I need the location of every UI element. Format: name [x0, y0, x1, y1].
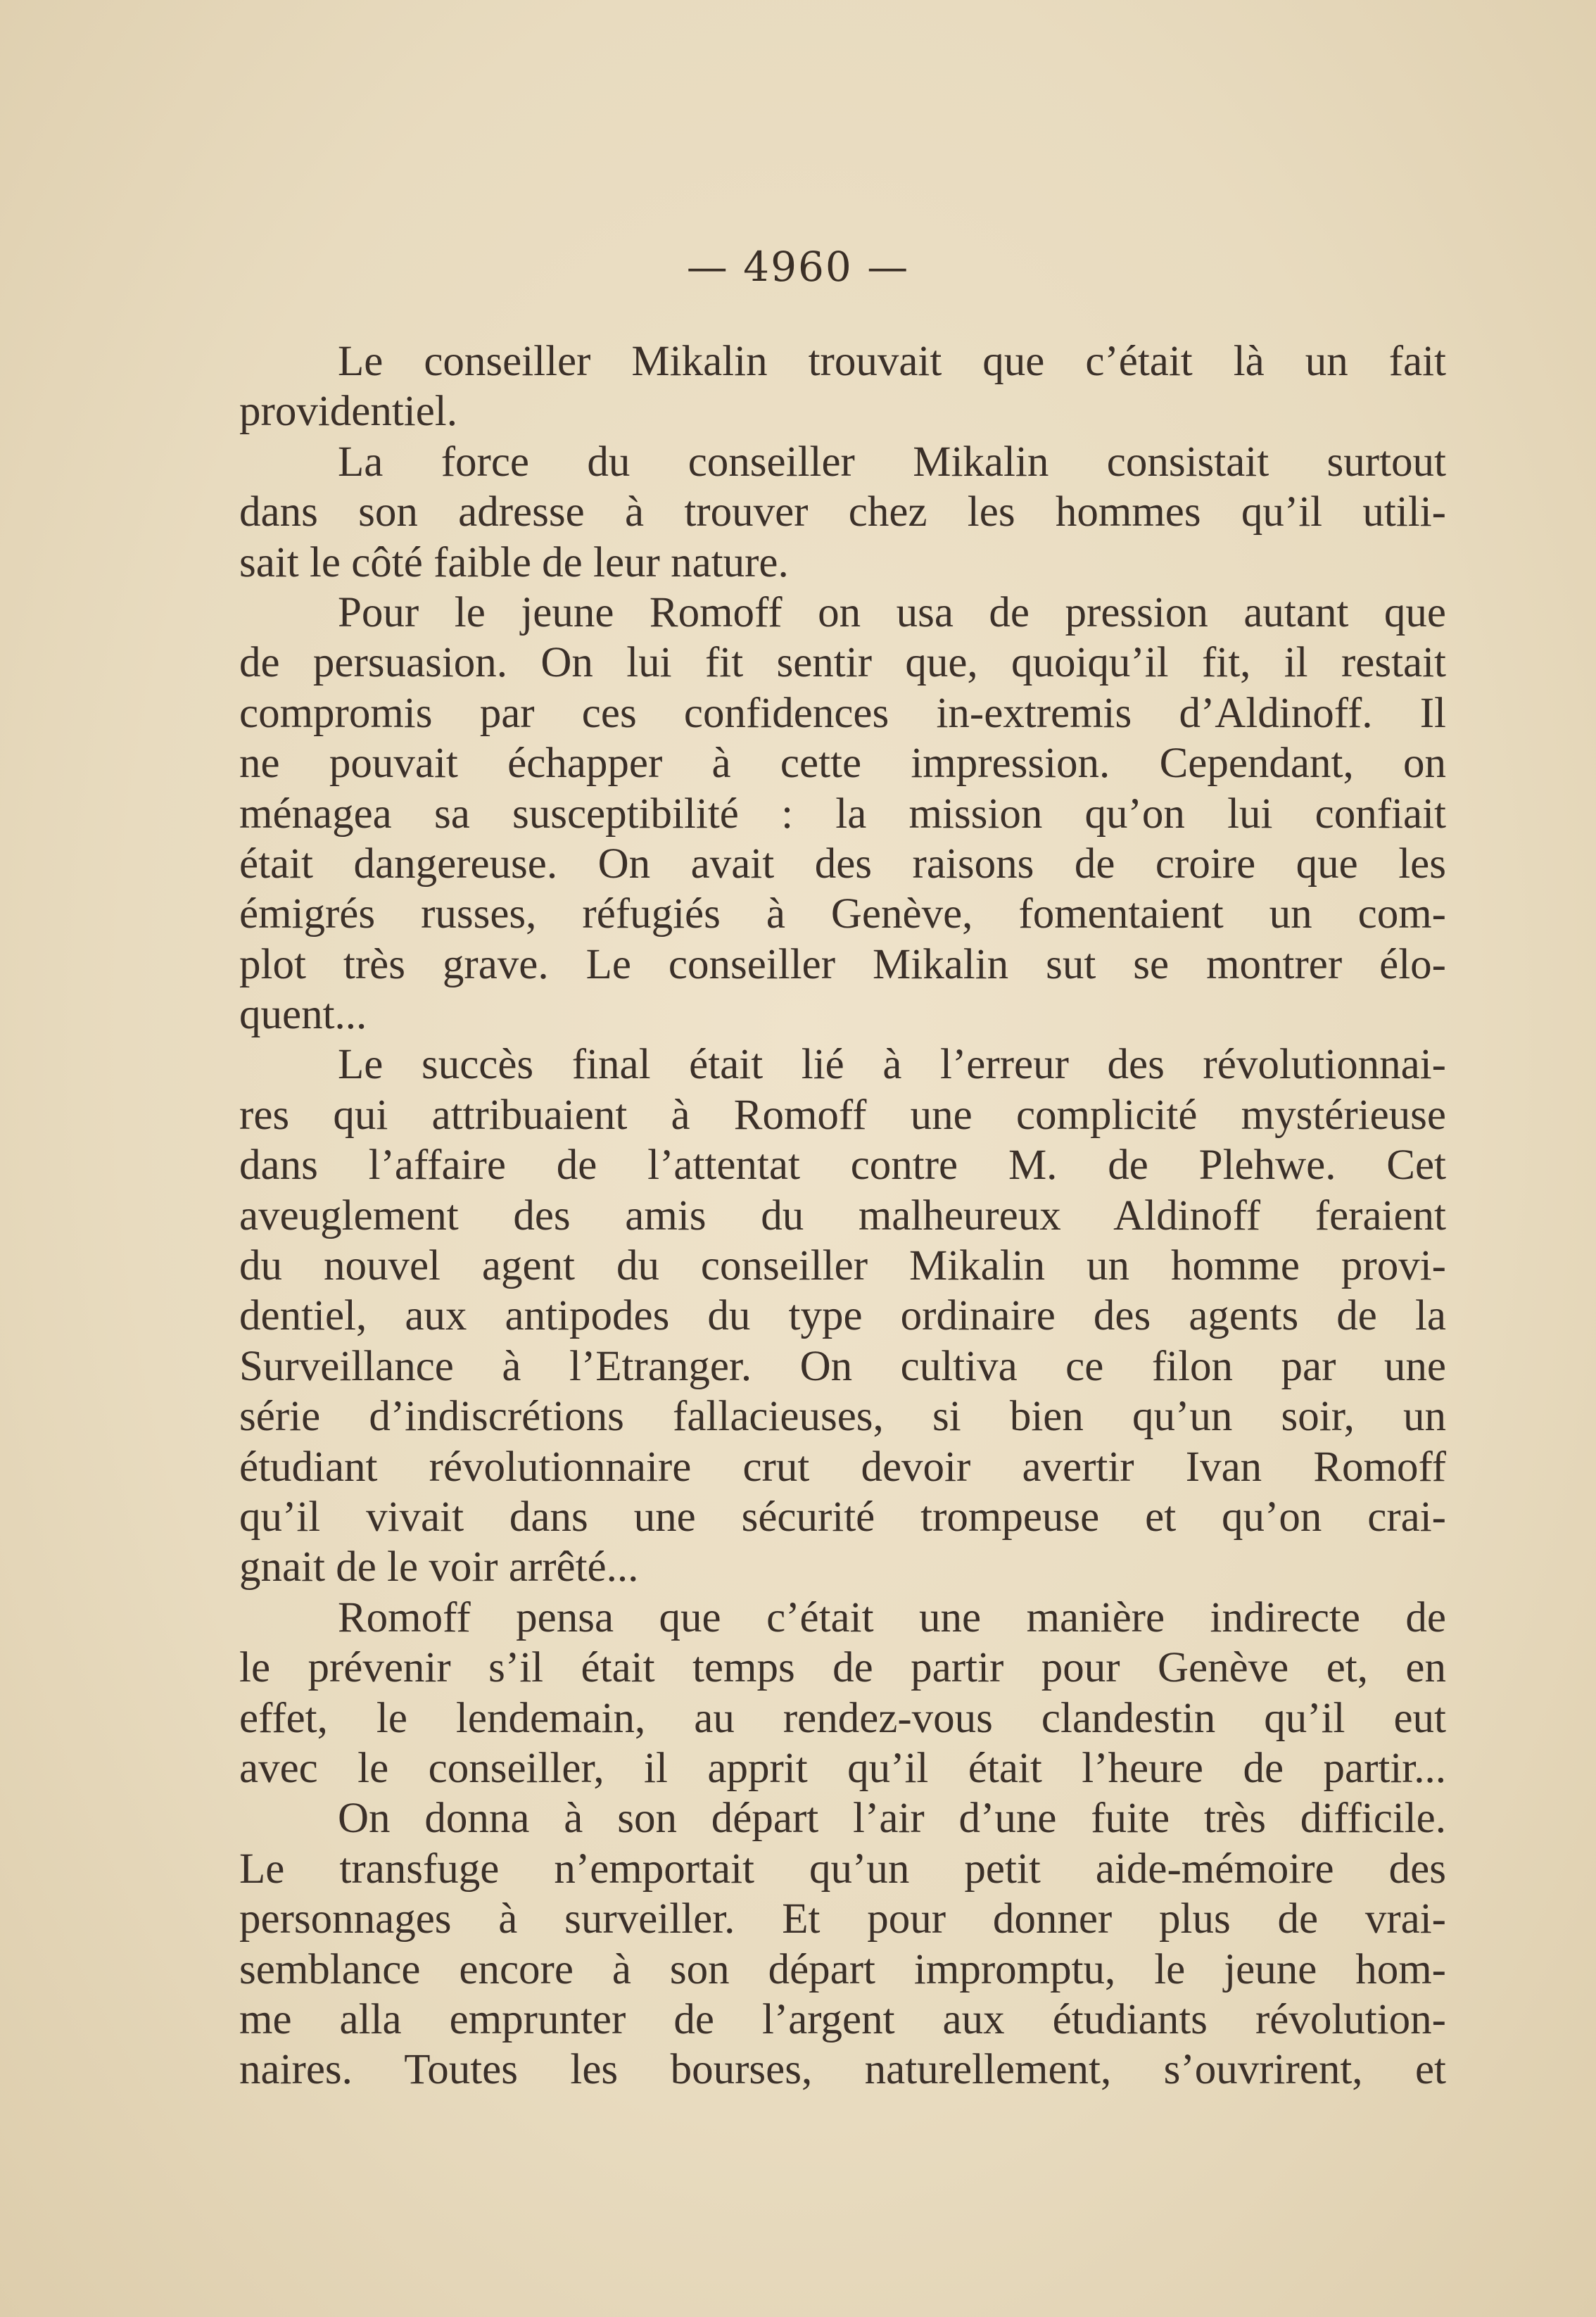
text-line: naires. Toutes les bourses, naturellement, s’ouvrirent, et: [239, 2046, 1446, 2094]
text-line: dans son adresse à trouver chez les hommes qu’il utili-: [239, 488, 1446, 536]
text-line: aveuglement des amis du malheureux Aldinoff feraient: [239, 1192, 1446, 1239]
text-line: était dangereuse. On avait des raisons de croire que les: [239, 840, 1446, 888]
text-line: Pour le jeune Romoff on usa de pression autant que: [338, 588, 1446, 636]
text-line: effet, le lendemain, au rendez-vous clandestin qu’il eut: [239, 1694, 1446, 1742]
text-line: étudiant révolutionnaire crut devoir avertir Ivan Romoff: [239, 1443, 1446, 1491]
text-line: Le succès final était lié à l’erreur des révolutionnai-: [338, 1041, 1446, 1089]
text-line: semblance encore à son départ impromptu, le jeune hom-: [239, 1945, 1446, 1993]
text-line: Le conseiller Mikalin trouvait que c’était là un fait: [338, 338, 1446, 385]
text-line: série d’indiscrétions fallacieuses, si bien qu’un soir, un: [239, 1393, 1446, 1441]
text-line: sait le côté faible de leur nature.: [239, 538, 789, 586]
text-line: de persuasion. On lui fit sentir que, quoiqu’il fit, il restait: [239, 639, 1446, 687]
text-line: Romoff pensa que c’était une manière indirecte de: [338, 1593, 1446, 1641]
text-line: plot très grave. Le conseiller Mikalin sut se montrer élo-: [239, 940, 1446, 988]
text-line: me alla emprunter de l’argent aux étudiants révolution-: [239, 1995, 1446, 2043]
text-line: du nouvel agent du conseiller Mikalin un homme provi-: [239, 1242, 1446, 1290]
text-line: personnages à surveiller. Et pour donner plus de vrai-: [239, 1895, 1446, 1943]
text-line: qu’il vivait dans une sécurité trompeuse et qu’on crai-: [239, 1493, 1446, 1541]
text-line: providentiel.: [239, 388, 458, 436]
text-line: quent...: [239, 991, 367, 1039]
text-line: Surveillance à l’Etranger. On cultiva ce filon par une: [239, 1342, 1446, 1390]
text-line: ne pouvait échapper à cette impression. Cependant, on: [239, 740, 1446, 788]
text-line: La force du conseiller Mikalin consistait surtout: [338, 438, 1446, 486]
text-line: le prévenir s’il était temps de partir pour Genève et, en: [239, 1644, 1446, 1692]
body-text: [239, 336, 1446, 2095]
text-line: res qui attribuaient à Romoff une complicité mystérieuse: [239, 1091, 1446, 1139]
text-line: avec le conseiller, il apprit qu’il était l’heure de partir...: [239, 1744, 1446, 1792]
text-line: gnait de le voir arrêté...: [239, 1543, 639, 1591]
text-line: dans l’affaire de l’attentat contre M. de Plehwe. Cet: [239, 1142, 1446, 1189]
text-line: dentiel, aux antipodes du type ordinaire des agents de la: [239, 1292, 1446, 1340]
page-number: — 4960 —: [686, 243, 910, 291]
text-line: On donna à son départ l’air d’une fuite très difficile.: [338, 1795, 1446, 1843]
text-line: compromis par ces confidences in-extremis d’Aldinoff. Il: [239, 689, 1446, 737]
text-line: Le transfuge n’emportait qu’un petit aide-mémoire des: [239, 1845, 1446, 1893]
text-line: ménagea sa susceptibilité : la mission qu’on lui confiait: [239, 790, 1446, 838]
text-line: émigrés russes, réfugiés à Genève, fomentaient un com-: [239, 890, 1446, 938]
